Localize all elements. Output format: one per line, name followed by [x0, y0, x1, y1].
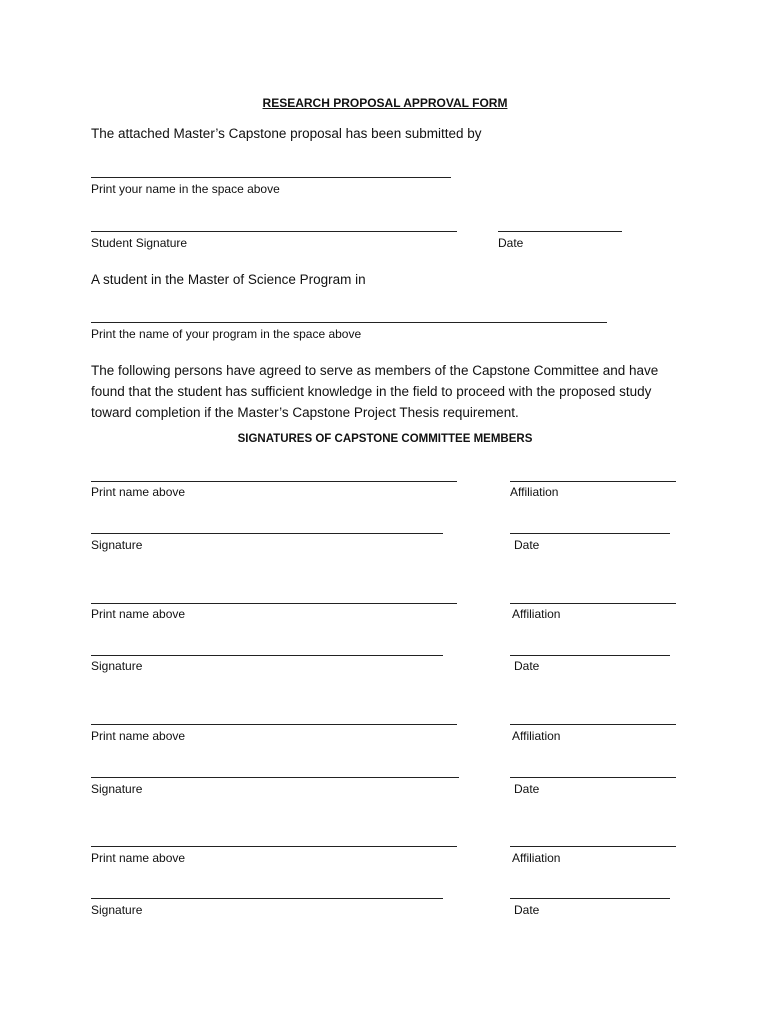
- member-date-line[interactable]: [510, 898, 670, 899]
- member-signature-label: Signature: [91, 659, 143, 673]
- student-date-line[interactable]: [498, 231, 622, 232]
- committee-paragraph: The following persons have agreed to serve as members of the Capstone Committee and have found that the student has sufficient knowledge in the field to proceed with the proposed study toward completion if the Master’s Capstone Project Thesis requirement.: [91, 363, 659, 420]
- student-signature-line[interactable]: [91, 231, 457, 232]
- member-affiliation-line[interactable]: [510, 481, 676, 482]
- intro-text: The attached Master’s Capstone proposal has been submitted by: [91, 126, 482, 141]
- student-name-hint: Print your name in the space above: [91, 182, 280, 196]
- member-signature-label: Signature: [91, 538, 143, 552]
- member-print-name-label: Print name above: [91, 729, 186, 743]
- program-intro-text: A student in the Master of Science Program in: [91, 272, 366, 287]
- program-name-hint: Print the name of your program in the space above: [91, 327, 362, 341]
- committee-heading: SIGNATURES OF CAPSTONE COMMITTEE MEMBERS: [237, 433, 533, 445]
- form-title: RESEARCH PROPOSAL APPROVAL FORM: [262, 96, 508, 110]
- member-affiliation-line[interactable]: [510, 603, 676, 604]
- member-signature-line[interactable]: [91, 777, 459, 778]
- student-signature-label: Student Signature: [91, 236, 188, 250]
- member-affiliation-line[interactable]: [510, 846, 676, 847]
- student-date-label: Date: [498, 236, 524, 250]
- member-date-line[interactable]: [510, 777, 676, 778]
- member-signature-line[interactable]: [91, 898, 443, 899]
- member-signature-line[interactable]: [91, 655, 443, 656]
- program-name-line[interactable]: [91, 322, 607, 323]
- member-print-name-line[interactable]: [91, 481, 457, 482]
- member-affiliation-label: Affiliation: [512, 851, 561, 865]
- member-affiliation-label: Affiliation: [512, 729, 561, 743]
- member-affiliation-label: Affiliation: [512, 607, 561, 621]
- member-date-label: Date: [514, 782, 540, 796]
- member-date-label: Date: [514, 538, 540, 552]
- member-print-name-line[interactable]: [91, 603, 457, 604]
- member-print-name-label: Print name above: [91, 485, 186, 499]
- member-date-label: Date: [514, 659, 540, 673]
- member-print-name-line[interactable]: [91, 846, 457, 847]
- member-print-name-line[interactable]: [91, 724, 457, 725]
- member-signature-label: Signature: [91, 782, 143, 796]
- member-signature-line[interactable]: [91, 533, 443, 534]
- member-signature-label: Signature: [91, 903, 143, 917]
- member-date-label: Date: [514, 903, 540, 917]
- member-print-name-label: Print name above: [91, 607, 186, 621]
- member-affiliation-line[interactable]: [510, 724, 676, 725]
- member-date-line[interactable]: [510, 533, 670, 534]
- student-name-line[interactable]: [91, 177, 451, 178]
- member-affiliation-label: Affiliation: [510, 485, 559, 499]
- member-date-line[interactable]: [510, 655, 670, 656]
- member-print-name-label: Print name above: [91, 851, 186, 865]
